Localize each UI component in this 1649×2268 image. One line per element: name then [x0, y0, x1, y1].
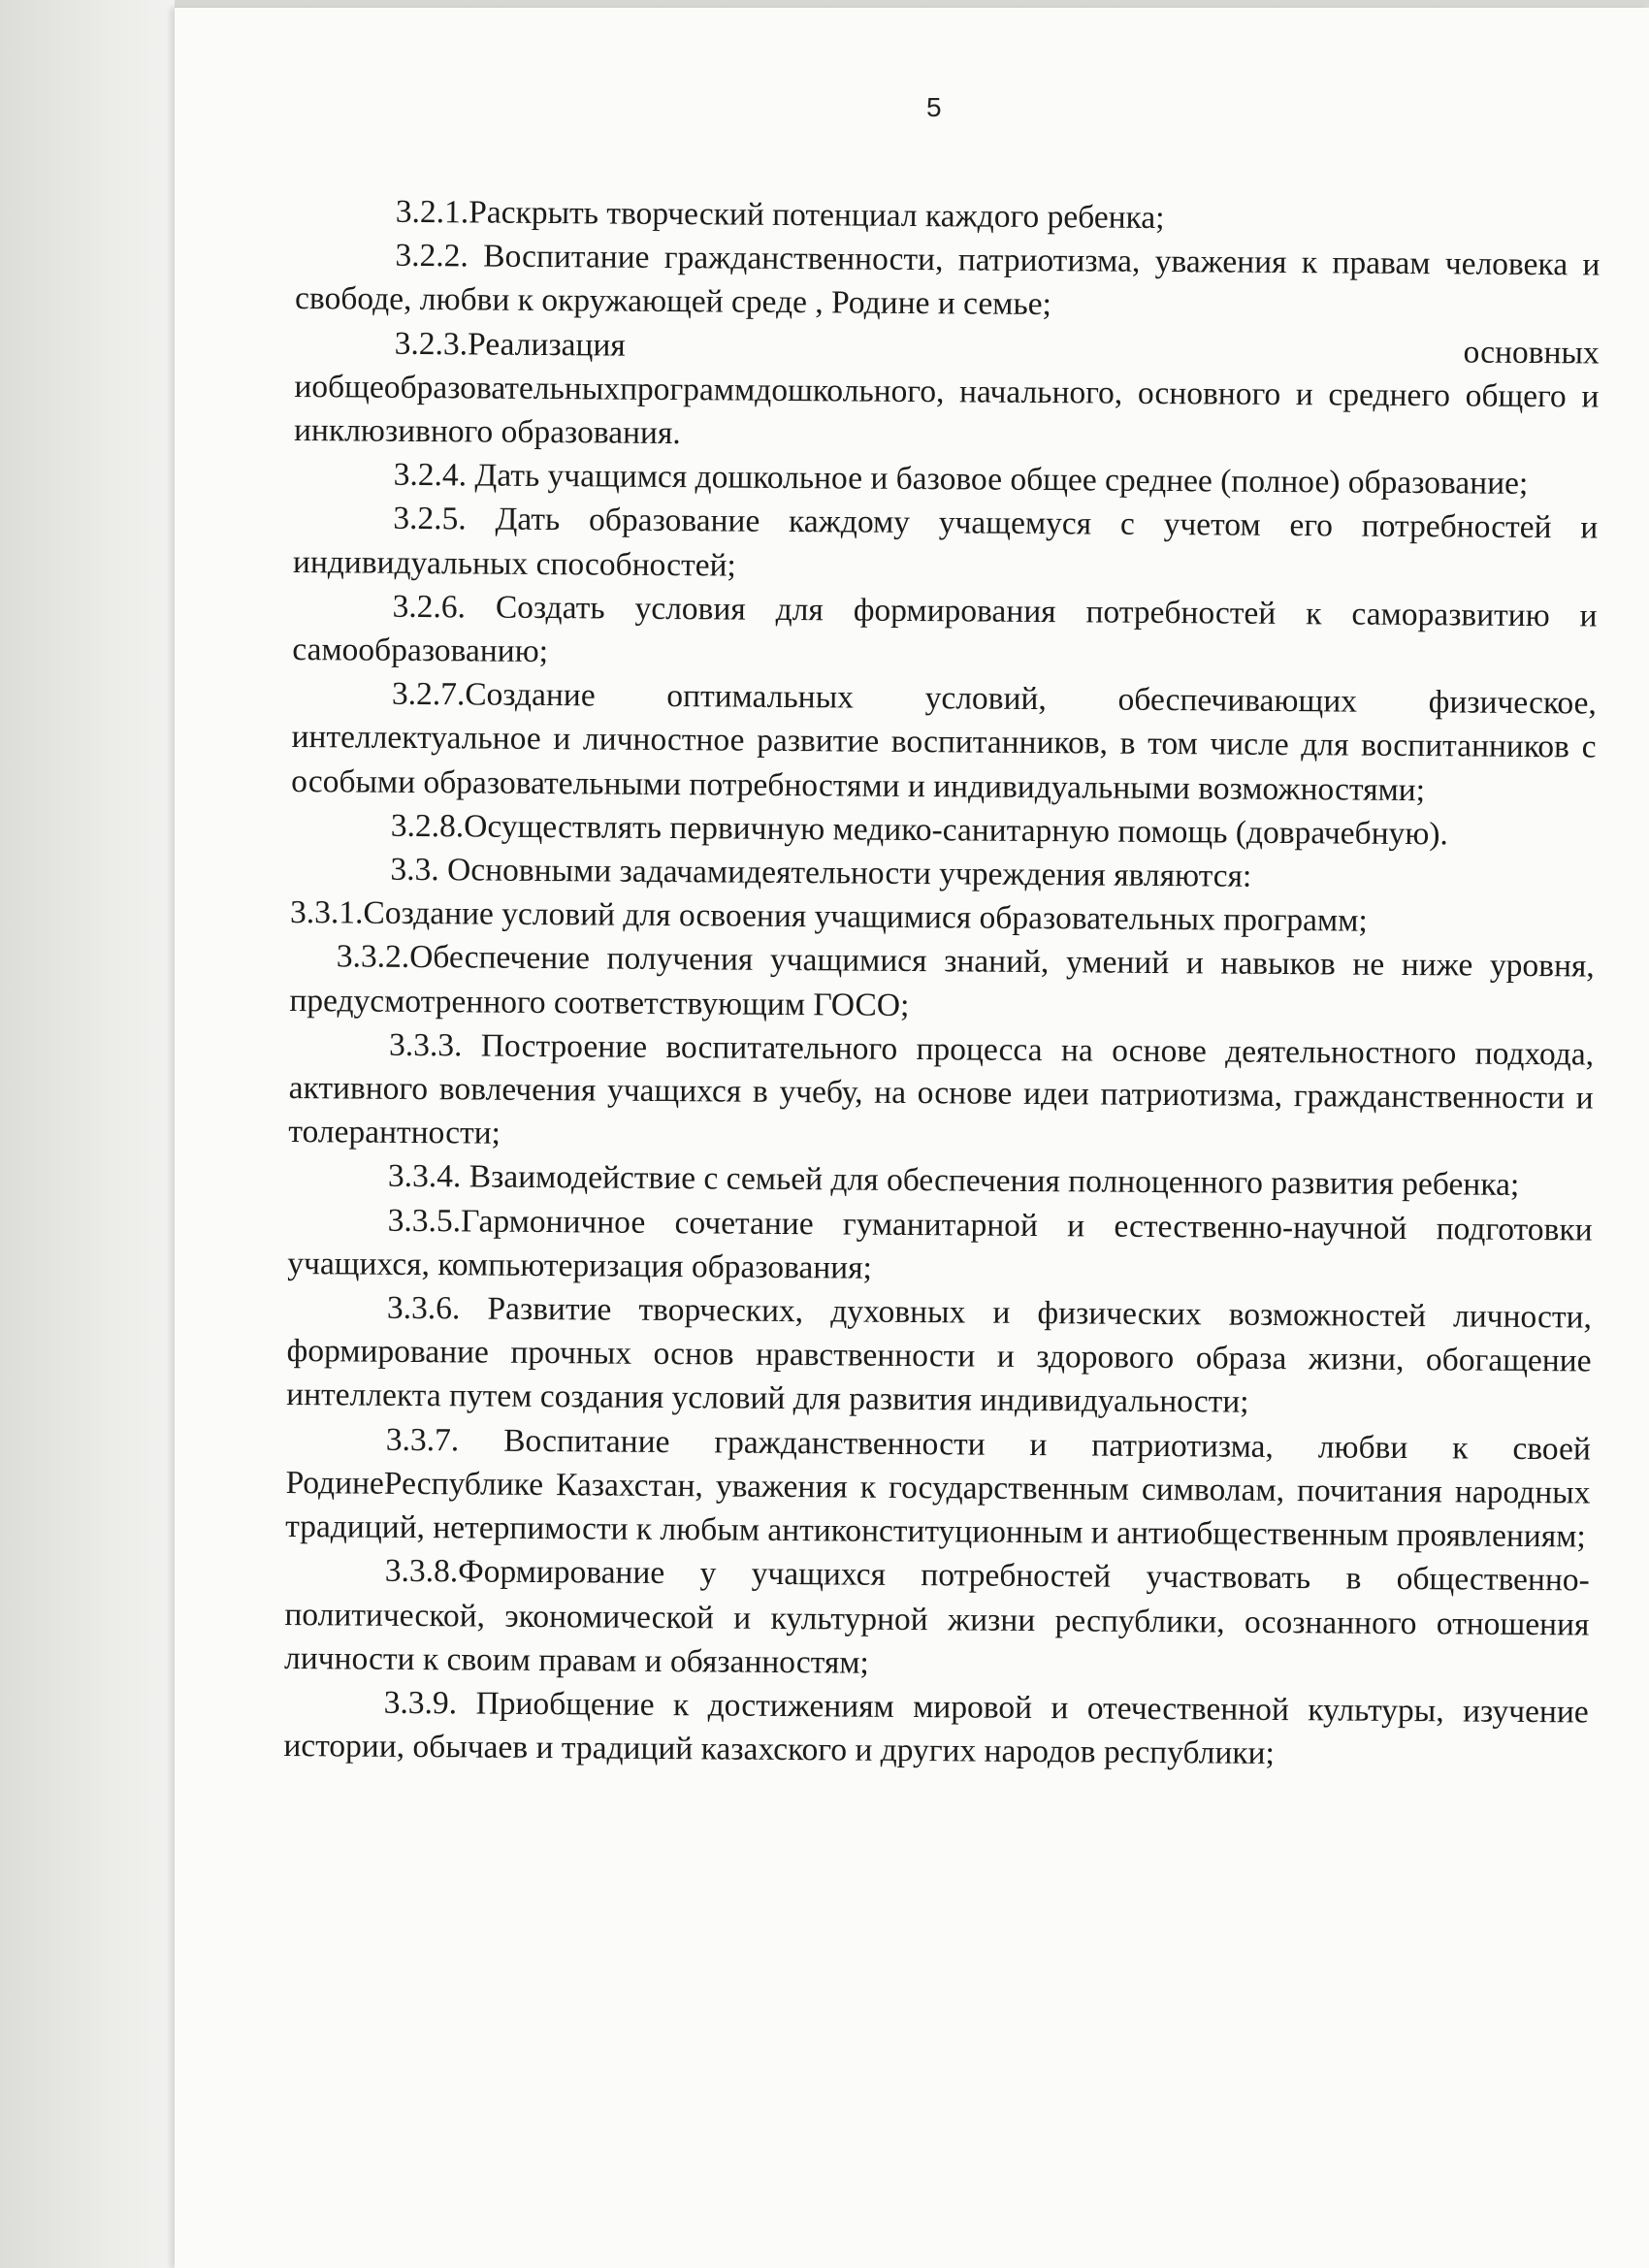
paragraph-3-3-5: 3.3.5.Гармоничное сочетание гуманитарной и естественно-научной подготовки учащихся, компьютеризация образования;: [287, 1202, 1593, 1286]
paragraph-3-3-2: 3.3.2.Обеспечение получения учащимися знаний, умений и навыков не ниже уровня, предусмотренного соответствующим ГОСО;: [289, 938, 1595, 1023]
paragraph-3-2-2: 3.2.2. Воспитание гражданственности, патриотизма, уважения к правам человека и свободе, любви к окружающей среде , Родине и семье;: [294, 238, 1600, 323]
paragraph-3-2-7: 3.2.7.Создание оптимальных условий, обеспечивающих физическое, интеллектуальное и личностное развитие воспитанников, в том числе для воспитанников с особыми образовательными потребностями и индивидуальными возможностями;: [291, 676, 1598, 808]
paragraph-3-2-8: 3.2.8.Осуществлять первичную медико-санитарную помощь (доврачебную).: [390, 807, 1449, 853]
paragraph-3-3-7: 3.3.7. Воспитание гражданственности и патриотизма, любви к своей РодинеРеспублике Казахстан, уважения к государственным символам, почитания народных традиций, нетерпимости к любым антиконституционным и антиобщественным проявлениям;: [285, 1421, 1591, 1555]
paragraph-3-2-1: 3.2.1.Раскрыть творческий потенциал каждого ребенка;: [395, 193, 1165, 237]
paragraph-3-2-6: 3.2.6. Создать условия для формирования потребностей к саморазвитию и самообразованию;: [292, 588, 1598, 670]
paragraph-3-3-6: 3.3.6. Развитие творческих, духовных и физических возможностей личности, формирование прочных основ нравственности и здорового образа жизни, обогащение интеллекта путем создания условий для развития индивидуальности;: [286, 1289, 1593, 1421]
paragraph-3-3: 3.3. Основными задачамидеятельности учреждения являются:: [390, 851, 1252, 894]
document-body: [283, 189, 1600, 1778]
paragraph-3-3-8: 3.3.8.Формирование у учащихся потребностей участвовать в общественно-политической, экономической и культурной жизни республики, осознанного отношения личности к своим правам и обязанностям;: [283, 1553, 1590, 1681]
paragraph-3-3-9: 3.3.9. Приобщение к достижениям мировой и отечественной культуры, изучение истории, обычаев и традиций казахского и других народов республики;: [283, 1684, 1589, 1772]
paragraph-3-2-5: 3.2.5. Дать образование каждому учащемуся с учетом его потребностей и индивидуальных способностей;: [292, 501, 1599, 584]
scan-edge-left: [0, 0, 175, 2268]
paragraph-3-3-1: 3.3.1.Создание условий для освоения учащимися образовательных программ;: [289, 894, 1368, 939]
paragraph-3-3-4: 3.3.4. Взаимодействие с семьей для обеспечения полноценного развития ребенка;: [387, 1158, 1520, 1204]
paragraph-3-3-3: 3.3.3. Построение воспитательного процесса на основе деятельностного подхода, активного вовлечения учащихся в учебу, на основе идеи патриотизма, гражданственности и толерантности;: [288, 1026, 1595, 1151]
paragraph-3-2-3-continued: иобщеобразовательныхпрограммдошкольного, начального, основного и среднего общего и инклюзивного образования.: [293, 368, 1600, 452]
paragraph-3-2-4: 3.2.4. Дать учащимся дошкольное и базовое общее среднее (полное) образование;: [393, 457, 1529, 502]
paragraph-3-2-3-start: 3.2.3.Реализация основных: [394, 325, 1600, 372]
page-number: 5: [926, 92, 942, 122]
